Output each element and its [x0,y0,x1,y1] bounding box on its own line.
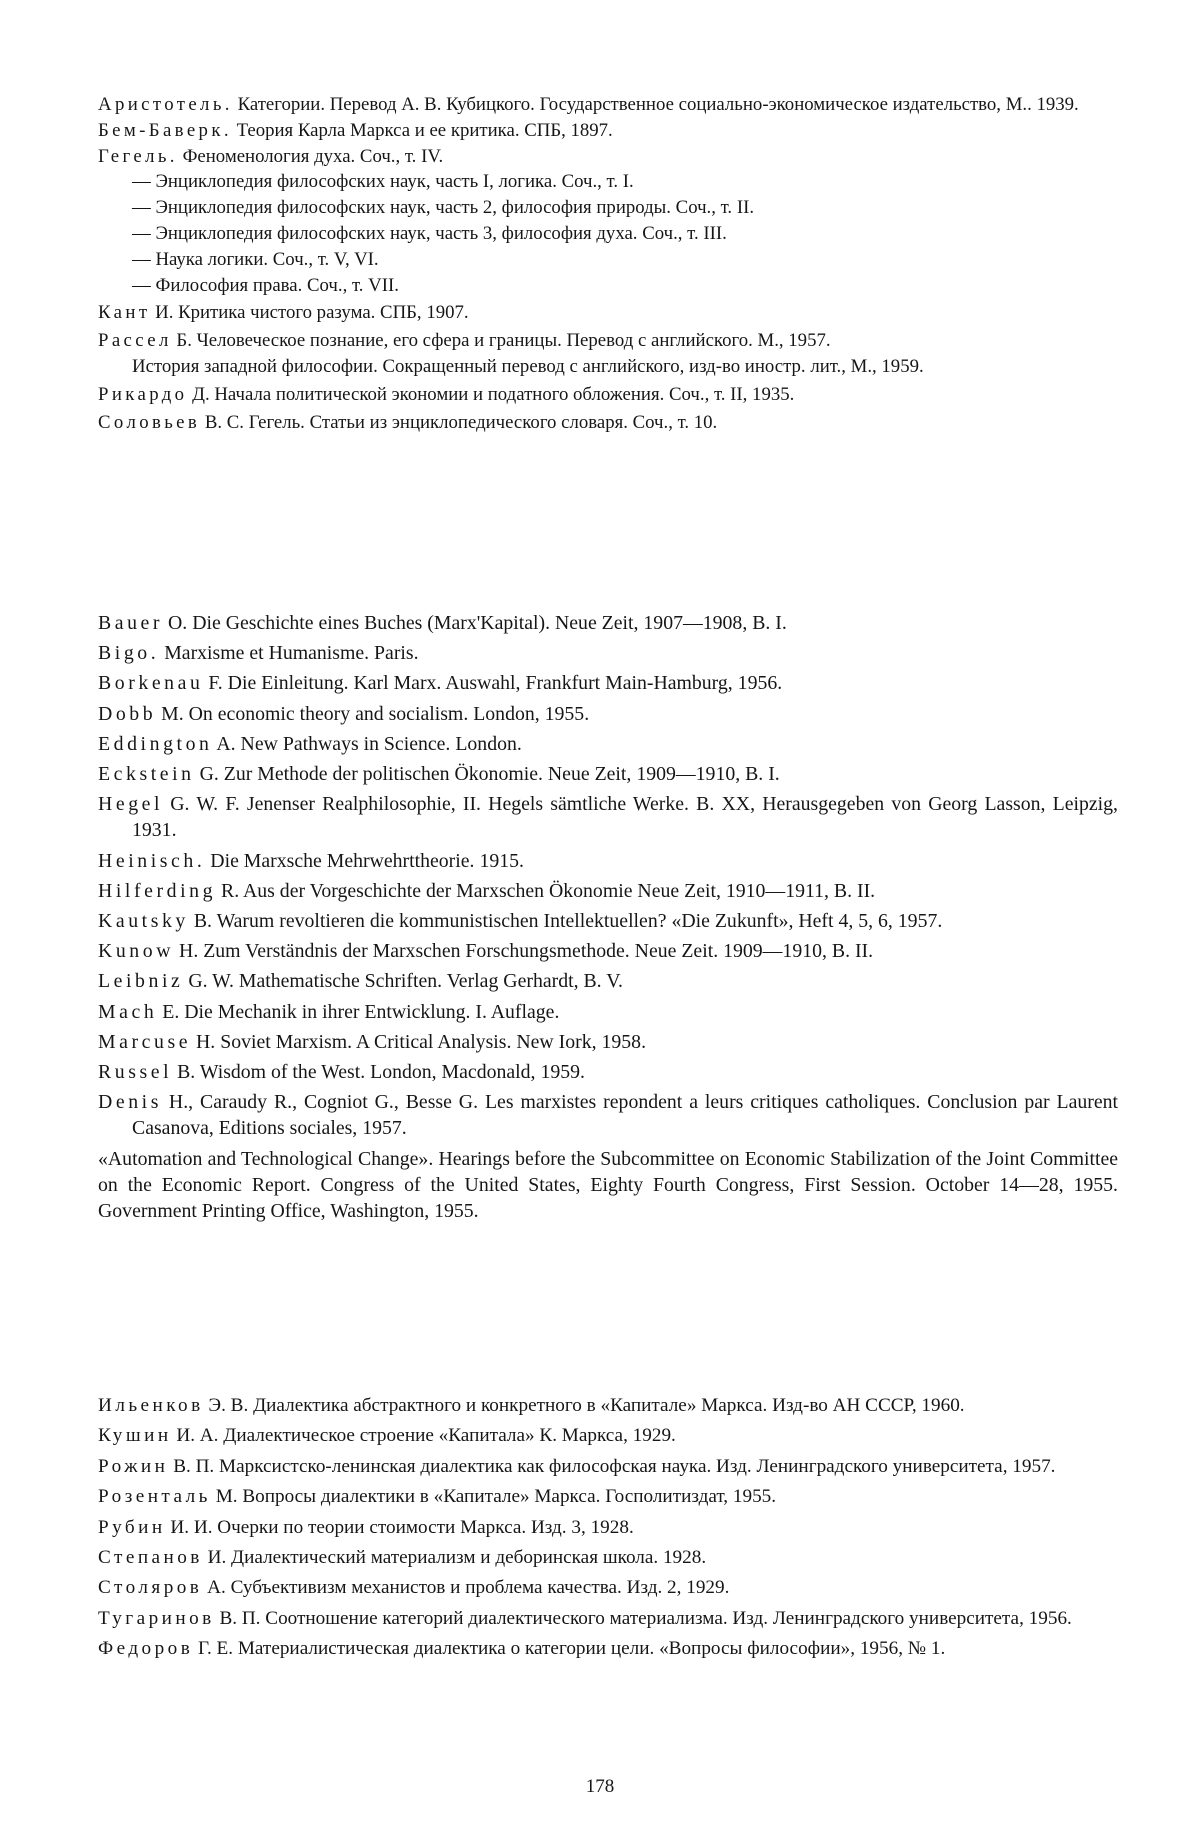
bib-author: Соловьев [98,411,201,433]
bib-author: Eddington [98,732,213,755]
bib-text: — Философия права. Соч., т. VII. [132,274,399,296]
bib-text: — Энциклопедия философских наук, часть 2, философия природы. Соч., т. II. [132,197,755,219]
bib-author: Dobb [98,702,157,725]
bib-entry [98,247,1118,273]
bib-text: H. Soviet Marxism. A Critical Analysis. New Iork, 1958. [196,1030,647,1053]
bib-author: Bigo. [98,642,160,665]
bib-entry [98,610,1118,636]
bib-text: Д. Начала политической экономии и податного обложения. Соч., т. II, 1935. [192,383,795,405]
bib-entry [98,144,1118,170]
bib-author: Heinisch. [98,849,206,872]
bib-entry [98,791,1118,843]
bib-text: «Automation and Technological Change». Hearings before the Subcommittee on Economic Stabilization of the Joint Committee on the Economic Report. Congress of the United States, Eighty Fourth Congress, First Session. October 14—28, 1955. Government Printing Office, Washington, 1955. [98,1147,1118,1223]
bib-author: Borkenau [98,672,204,695]
bib-text: История западной философии. Сокращенный перевод с английского, изд-во иностр. лит., М., 1959. [132,355,924,377]
bib-author: Kautsky [98,910,189,933]
bib-entry [98,908,1118,934]
bib-author: Столяров [98,1577,203,1599]
bib-text: F. Die Einleitung. Karl Marx. Auswahl, Frankfurt Main-Hamburg, 1956. [208,672,783,695]
bib-text: B. Warum revoltieren die kommunistischen Intellektuellen? «Die Zukunft», Heft 4, 5, 6, 1957. [193,910,943,933]
bib-author: Ильенков [98,1395,204,1416]
bib-text: — Энциклопедия философских наук, часть I, логика. Соч., т. I. [132,171,634,193]
bib-entry [98,169,1118,195]
bib-author: Рубин [98,1516,166,1538]
bib-text: G. Zur Methode der politischen Ökonomie. Neue Zeit, 1909—1910, B. I. [199,763,780,786]
bib-entry [98,878,1118,904]
bib-entry [98,1635,1118,1662]
bib-text: Die Marxsche Mehrwehrttheorie. 1915. [210,849,524,872]
bib-text: R. Aus der Vorgeschichte der Marxschen Ökonomie Neue Zeit, 1910—1911, B. II. [221,879,876,902]
bib-entry [98,1544,1118,1571]
bib-author: Bauer [98,612,164,634]
bib-author: Гегель. [98,145,178,167]
bib-entry [98,670,1118,696]
bib-entry [98,731,1118,757]
bib-text: M. On economic theory and socialism. London, 1955. [161,702,590,725]
bib-text: Б. Человеческое познание, его сфера и границы. Перевод с английского. М., 1957. [176,330,831,352]
bib-entry [98,221,1118,247]
bib-text: М. Вопросы диалектики в «Капитале» Маркса. Госполитиздат, 1955. [215,1486,777,1508]
bib-entry [98,1029,1118,1055]
bib-author: Федоров [98,1638,194,1660]
bib-text: G. W. Mathematische Schriften. Verlag Gerhardt, B. V. [188,970,623,993]
bib-entry [98,195,1118,221]
bib-entry [98,382,1118,408]
bib-text: И. Диалектический материализм и деборинская школа. 1928. [207,1547,707,1569]
bib-entry [98,1574,1118,1601]
bib-entry [98,1089,1118,1141]
bib-entry [98,1514,1118,1541]
bib-author: Кант [98,302,151,324]
bib-author: Кушин [98,1425,172,1447]
bib-author: Розенталь [98,1486,211,1508]
bib-text: H. Zum Verständnis der Marxschen Forschungsmethode. Neue Zeit. 1909—1910, B. II. [179,940,874,963]
page-number: 178 [585,1776,615,1797]
bib-author: Аристотель. [98,94,233,115]
bib-entry [98,938,1118,964]
bib-text: Э. В. Диалектика абстрактного и конкретного в «Капитале» Маркса. Изд-во АН СССР, 1960. [208,1395,965,1416]
bib-entry [98,1392,1118,1419]
bib-entry [98,1453,1118,1480]
bib-text: E. Die Mechanik in ihrer Entwicklung. I. Auflage. [162,1000,560,1023]
bib-entry [98,1146,1118,1225]
bib-entry [98,410,1118,436]
bib-entry [98,1059,1118,1085]
bib-text: Категории. Перевод А. В. Кубицкого. Государственное социально-экономическое издательство, М.. 1939. [237,94,1079,115]
bib-entry [98,354,1118,380]
bib-author: Russel [98,1061,173,1084]
bib-author: Hegel [98,793,164,816]
bib-entry [98,761,1118,787]
bib-author: Denis [98,1091,162,1114]
bib-entry [98,1483,1118,1510]
bibliography-russian-section-2 [98,1392,1118,1666]
bib-entry [98,300,1118,326]
bib-entry [98,999,1118,1025]
bib-author: Рикардо [98,383,188,405]
bib-author: Рожин [98,1455,169,1477]
bib-text: G. W. F. Jenenser Realphilosophie, II. Hegels sämtliche Werke. B. XX, Herausgegeben von Georg Lasson, Leipzig, 1931. [132,793,1119,842]
bibliography-russian-section-1 [98,92,1118,435]
bib-entry [98,848,1118,874]
bib-entry [98,640,1118,666]
bib-entry [98,1422,1118,1449]
bib-text: И. А. Диалектическое строение «Капитала» К. Маркса, 1929. [176,1425,676,1447]
bib-text: Феноменология духа. Соч., т. IV. [182,145,444,167]
bib-author: Hilferding [98,879,217,902]
bib-entry [98,1605,1118,1632]
bib-text: Г. Е. Материалистическая диалектика о категории цели. «Вопросы философии», 1956, № 1. [198,1638,946,1660]
bib-entry [98,273,1118,299]
bib-entry [98,701,1118,727]
bib-text: В. П. Марксистско-ленинская диалектика как философская наука. Изд. Ленинградского университета, 1957. [173,1455,1056,1477]
bib-author: Рассел [98,330,172,352]
bib-text: — Наука логики. Соч., т. V, VI. [132,248,379,270]
bib-text: Теория Карла Маркса и ее критика. СПБ, 1897. [236,119,613,141]
bib-author: Бем-Баверк. [98,119,232,141]
bib-author: Marcuse [98,1030,192,1053]
bib-author: Mach [98,1000,158,1023]
bib-text: B. Wisdom of the West. London, Macdonald, 1959. [177,1061,585,1084]
bib-text: O. Die Geschichte eines Buches (Marx'Kapital). Neue Zeit, 1907—1908, B. I. [168,612,787,634]
bib-author: Kunow [98,940,175,963]
bib-text: И. И. Очерки по теории стоимости Маркса. Изд. 3, 1928. [170,1516,634,1538]
bib-author: Leibniz [98,970,184,993]
bib-text: А. Субъективизм механистов и проблема качества. Изд. 2, 1929. [207,1577,730,1599]
bib-text: A. New Pathways in Science. London. [216,732,522,755]
bib-text: В. П. Соотношение категорий диалектического материализма. Изд. Ленинградского университета, 1956. [219,1607,1072,1629]
bib-entry [98,92,1118,118]
bib-text: H., Caraudy R., Cogniot G., Besse G. Les marxistes repondent a leurs critiques catholiques. Conclusion par Laurent Casanova, Editions sociales, 1957. [132,1091,1119,1140]
bib-text: Marxisme et Humanisme. Paris. [164,642,419,665]
bib-author: Степанов [98,1547,203,1569]
bib-text: И. Критика чистого разума. СПБ, 1907. [155,302,469,324]
bib-text: — Энциклопедия философских наук, часть 3, философия духа. Соч., т. III. [132,222,727,244]
bib-entry [98,328,1118,354]
bib-author: Тугаринов [98,1607,215,1629]
bib-author: Eckstein [98,763,195,786]
bib-entry [98,118,1118,144]
bib-text: В. С. Гегель. Статьи из энциклопедического словаря. Соч., т. 10. [204,411,718,433]
bibliography-foreign-section [98,610,1118,1228]
bib-entry [98,968,1118,994]
